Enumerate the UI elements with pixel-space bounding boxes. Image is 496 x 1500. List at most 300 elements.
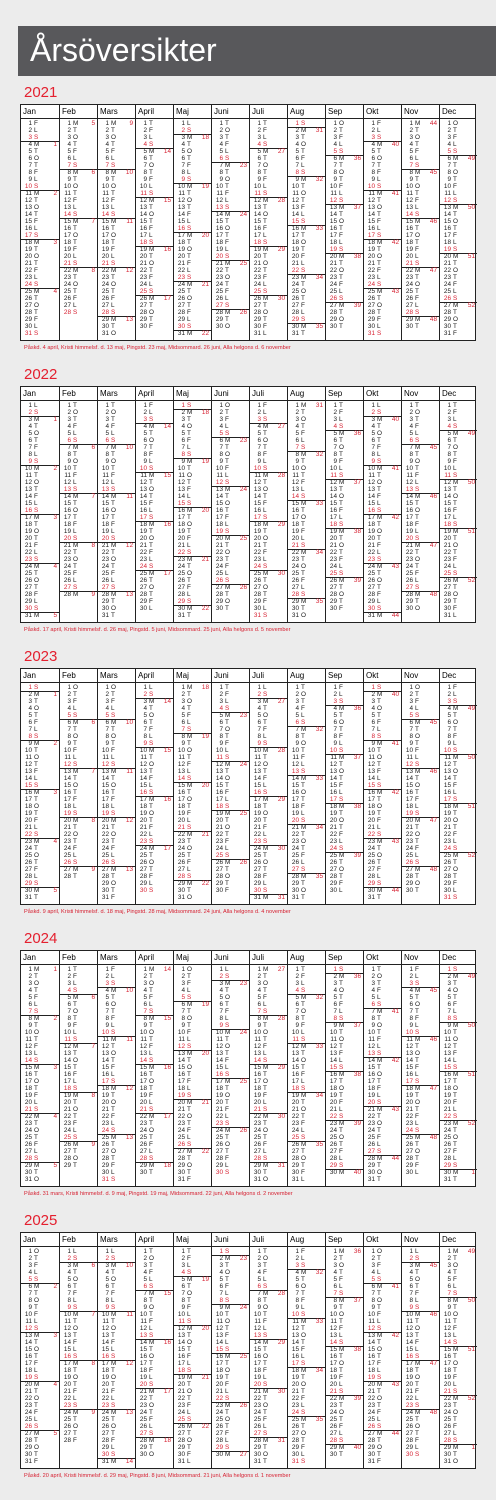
- day-cell: [440, 761, 477, 768]
- day-number: 28: [329, 873, 337, 880]
- day-cell: [440, 733, 477, 740]
- day-number: 24: [291, 281, 299, 288]
- day-number: 14: [329, 493, 337, 500]
- day-number: 17: [215, 1078, 223, 1085]
- day-number: 17: [291, 232, 299, 239]
- day-cell: [250, 1078, 287, 1085]
- day-cell: [288, 1071, 325, 1078]
- weekday-letter: F: [453, 1148, 457, 1155]
- day-cell: [326, 309, 363, 316]
- weekday-letter: M: [377, 288, 383, 295]
- weekday-letter: T: [34, 1071, 38, 1078]
- weekday-letter: L: [111, 973, 115, 980]
- month-header: Dec: [439, 1233, 477, 1246]
- weekday-letter: T: [339, 211, 343, 218]
- day-number: 25: [291, 570, 299, 577]
- day-number: 30: [405, 1169, 413, 1176]
- weekday-letter: S: [34, 684, 39, 691]
- day-cell: [250, 1148, 287, 1155]
- day-number: 28: [367, 591, 375, 598]
- weekday-letter: T: [34, 260, 38, 267]
- week-number: 32: [315, 726, 323, 733]
- weekday-letter: L: [301, 1127, 305, 1134]
- weekday-letter: T: [263, 1120, 267, 1127]
- weekday-letter: T: [415, 563, 419, 570]
- day-cell: [402, 1127, 439, 1134]
- weekday-letter: O: [263, 309, 268, 316]
- day-cell: [440, 1029, 477, 1036]
- day-number: 20: [101, 817, 109, 824]
- day-cell: [60, 966, 97, 973]
- weekday-letter: F: [34, 1092, 38, 1099]
- day-cell: [136, 994, 173, 1001]
- weekday-letter: O: [339, 866, 344, 873]
- day-number: 12: [101, 479, 109, 486]
- day-cell: [288, 556, 325, 563]
- day-number: 23: [253, 838, 261, 845]
- day-number: 21: [405, 824, 413, 831]
- weekday-letter: F: [415, 1015, 419, 1022]
- weekday-letter: L: [34, 1367, 38, 1374]
- day-number: 18: [291, 239, 299, 246]
- week-number: 29: [277, 521, 285, 528]
- day-cell: [212, 528, 249, 535]
- day-number: 8: [333, 1015, 337, 1022]
- day-number: 29: [24, 316, 32, 323]
- day-cell: [60, 211, 97, 218]
- day-number: 15: [329, 218, 337, 225]
- week-number: 3: [53, 1332, 57, 1339]
- day-number: 28: [24, 873, 32, 880]
- day-number: 7: [333, 162, 337, 169]
- day-cell: [364, 148, 401, 155]
- day-cell: [364, 267, 401, 274]
- weekday-letter: T: [187, 612, 191, 619]
- day-number: 11: [102, 190, 109, 197]
- day-number: 31: [101, 1176, 109, 1183]
- weekday-letter: M: [149, 1064, 155, 1071]
- day-number: 27: [24, 866, 32, 873]
- weekday-letter: F: [73, 747, 77, 754]
- day-number: 7: [181, 726, 185, 733]
- day-number: 7: [371, 726, 375, 733]
- weekday-letter: M: [263, 197, 269, 204]
- day-number: 29: [329, 598, 337, 605]
- day-number: 20: [253, 1099, 261, 1106]
- week-number: 43: [391, 563, 399, 570]
- day-number: 24: [177, 281, 185, 288]
- week-number: 51: [467, 1071, 475, 1078]
- day-cell: [440, 260, 477, 267]
- month-column: [325, 965, 363, 1186]
- weekday-letter: O: [187, 1113, 192, 1120]
- day-cell: [212, 1085, 249, 1092]
- day-number: 2: [371, 973, 375, 980]
- day-number: 4: [105, 423, 109, 430]
- day-cell: [326, 423, 363, 430]
- week-number: 45: [429, 444, 437, 451]
- weekday-letter: L: [34, 873, 38, 880]
- day-cell: [60, 127, 97, 134]
- weekday-letter: T: [225, 1001, 229, 1008]
- weekday-letter: F: [301, 528, 305, 535]
- day-number: 13: [24, 1332, 32, 1339]
- day-cell: [212, 316, 249, 323]
- day-number: 29: [101, 880, 109, 887]
- weekday-letter: S: [263, 1008, 268, 1015]
- day-number: 15: [253, 1064, 261, 1071]
- day-number: 16: [329, 507, 337, 514]
- day-cell: [174, 1064, 211, 1071]
- day-cell: [364, 330, 401, 337]
- day-cell: [440, 1015, 477, 1022]
- day-cell: [21, 994, 59, 1001]
- day-number: 22: [405, 831, 413, 838]
- weekday-letter: T: [73, 726, 77, 733]
- day-number: 18: [443, 1085, 451, 1092]
- weekday-letter: M: [415, 817, 421, 824]
- weekday-letter: L: [111, 1022, 115, 1029]
- weekday-letter: O: [415, 1148, 420, 1155]
- weekday-letter: M: [111, 987, 117, 994]
- day-cell: [21, 1169, 59, 1176]
- weekday-letter: T: [301, 845, 305, 852]
- month-header: Sep: [325, 1233, 363, 1246]
- day-cell: [364, 1134, 401, 1141]
- day-cell: [21, 281, 59, 288]
- weekday-letter: F: [301, 852, 305, 859]
- week-number: 4: [53, 838, 57, 845]
- weekday-letter: T: [73, 190, 77, 197]
- day-cell: [21, 260, 59, 267]
- day-number: 8: [67, 169, 71, 176]
- weekday-letter: L: [415, 577, 419, 584]
- week-number: 25: [239, 1078, 247, 1085]
- weekday-letter: T: [111, 225, 115, 232]
- weekday-letter: O: [187, 698, 192, 705]
- day-number: 6: [181, 155, 185, 162]
- day-number: 5: [105, 712, 109, 719]
- day-cell: [60, 190, 97, 197]
- weekday-letter: L: [377, 775, 381, 782]
- day-number: 16: [215, 789, 223, 796]
- day-number: 9: [181, 176, 185, 183]
- day-cell: [364, 733, 401, 740]
- weekday-letter: T: [34, 1022, 38, 1029]
- day-cell: [21, 894, 59, 901]
- week-number: 47: [429, 1085, 437, 1092]
- day-number: 1: [67, 402, 71, 409]
- day-cell: [174, 705, 211, 712]
- day-number: 11: [25, 190, 32, 197]
- day-number: 4: [105, 987, 109, 994]
- day-cell: [60, 831, 97, 838]
- weekday-letter: O: [149, 584, 154, 591]
- day-number: 5: [219, 994, 223, 1001]
- day-number: 29: [367, 316, 375, 323]
- day-number: 30: [101, 323, 109, 330]
- day-number: 30: [215, 887, 223, 894]
- day-number: 15: [63, 500, 71, 507]
- weekday-letter: O: [111, 605, 116, 612]
- weekday-letter: T: [73, 500, 77, 507]
- day-cell: [21, 1085, 59, 1092]
- weekday-letter: O: [149, 761, 154, 768]
- weekday-letter: F: [453, 458, 457, 465]
- month-header: Nov: [401, 105, 439, 118]
- day-number: 11: [330, 472, 337, 479]
- day-cell: [440, 281, 477, 288]
- day-number: 2: [295, 691, 299, 698]
- weekday-letter: T: [339, 500, 343, 507]
- day-cell: [440, 831, 477, 838]
- day-cell: [136, 824, 173, 831]
- weekday-letter: T: [225, 493, 229, 500]
- weekday-letter: T: [377, 472, 381, 479]
- day-number: 2: [447, 691, 451, 698]
- day-cell: [402, 761, 439, 768]
- weekday-letter: T: [187, 691, 191, 698]
- day-cell: [98, 239, 135, 246]
- day-number: 18: [215, 521, 223, 528]
- weekday-letter: O: [149, 1127, 154, 1134]
- weekday-letter: M: [111, 1134, 117, 1141]
- day-number: 24: [24, 563, 32, 570]
- weekday-letter: L: [187, 591, 191, 598]
- day-cell: [174, 845, 211, 852]
- weekday-letter: F: [187, 1176, 191, 1183]
- day-number: 3: [295, 134, 299, 141]
- week-number: 39: [353, 1120, 361, 1127]
- weekday-letter: O: [34, 253, 39, 260]
- weekday-letter: S: [73, 712, 78, 719]
- day-cell: [212, 796, 249, 803]
- day-number: 3: [447, 980, 451, 987]
- day-cell: [250, 402, 287, 409]
- month-column: [173, 965, 211, 1186]
- day-cell: [440, 966, 477, 973]
- day-cell: [440, 225, 477, 232]
- weekday-letter: T: [34, 211, 38, 218]
- weekday-letter: T: [415, 775, 419, 782]
- day-cell: [250, 1092, 287, 1099]
- day-number: 6: [333, 1001, 337, 1008]
- day-cell: [440, 500, 477, 507]
- week-number: 22: [201, 605, 209, 612]
- weekday-letter: S: [339, 1015, 344, 1022]
- weekday-letter: S: [339, 148, 344, 155]
- day-cell: [174, 1057, 211, 1064]
- day-cell: [326, 866, 363, 873]
- weekday-letter: S: [453, 1113, 458, 1120]
- day-number: 30: [215, 323, 223, 330]
- day-number: 28: [101, 591, 109, 598]
- day-cell: [21, 225, 59, 232]
- day-cell: [288, 330, 325, 337]
- weekday-letter: T: [263, 591, 267, 598]
- day-number: 26: [291, 295, 299, 302]
- day-number: 30: [443, 605, 451, 612]
- day-number: 6: [371, 437, 375, 444]
- day-number: 30: [367, 1169, 375, 1176]
- day-number: 26: [215, 295, 223, 302]
- month-header: Dec: [439, 951, 477, 964]
- day-number: 9: [67, 176, 71, 183]
- day-number: 20: [367, 535, 375, 542]
- day-cell: [60, 155, 97, 162]
- day-number: 14: [63, 775, 71, 782]
- weekday-letter: F: [225, 691, 229, 698]
- day-number: 22: [139, 831, 147, 838]
- weekday-letter: M: [453, 479, 459, 486]
- day-cell: [174, 987, 211, 994]
- day-number: 17: [177, 1078, 185, 1085]
- weekday-letter: T: [149, 155, 153, 162]
- day-cell: [21, 712, 59, 719]
- day-number: 25: [101, 852, 109, 859]
- weekday-letter: O: [415, 281, 420, 288]
- weekday-letter: T: [73, 549, 77, 556]
- day-number: 8: [105, 169, 109, 176]
- day-cell: [212, 591, 249, 598]
- day-cell: [136, 1001, 173, 1008]
- day-cell: [136, 260, 173, 267]
- day-number: 2: [257, 973, 261, 980]
- day-cell: [98, 253, 135, 260]
- day-cell: [174, 528, 211, 535]
- day-cell: [21, 973, 59, 980]
- day-number: 2: [105, 409, 109, 416]
- day-number: 19: [177, 810, 185, 817]
- day-number: 21: [63, 260, 71, 267]
- day-number: 4: [333, 987, 337, 994]
- day-number: 25: [24, 288, 32, 295]
- day-number: 10: [215, 1029, 223, 1036]
- day-cell: [60, 197, 97, 204]
- day-number: 17: [139, 1078, 147, 1085]
- weekday-letter: S: [225, 1071, 230, 1078]
- week-number: 13: [125, 1134, 133, 1141]
- week-number: 4: [53, 1113, 57, 1120]
- day-cell: [402, 458, 439, 465]
- day-number: 21: [101, 542, 109, 549]
- day-cell: [326, 500, 363, 507]
- weekday-letter: T: [73, 402, 77, 409]
- week-number: 28: [277, 197, 285, 204]
- day-cell: [440, 584, 477, 591]
- day-number: 23: [215, 556, 223, 563]
- day-number: 2: [295, 973, 299, 980]
- day-cell: [250, 866, 287, 873]
- day-cell: [21, 472, 59, 479]
- day-cell: [136, 1134, 173, 1141]
- weekday-letter: T: [339, 402, 343, 409]
- day-cell: [21, 584, 59, 591]
- weekday-letter: L: [34, 127, 38, 134]
- day-number: 14: [291, 493, 299, 500]
- weekday-letter: F: [111, 845, 115, 852]
- day-cell: [136, 176, 173, 183]
- weekday-letter: M: [377, 740, 383, 747]
- day-number: 25: [24, 852, 32, 859]
- weekday-letter: L: [34, 598, 38, 605]
- weekday-letter: F: [225, 563, 229, 570]
- day-number: 14: [139, 775, 147, 782]
- day-number: 9: [409, 1022, 413, 1029]
- day-number: 24: [139, 1127, 147, 1134]
- day-number: 31: [291, 894, 299, 901]
- day-cell: [440, 127, 477, 134]
- day-number: 15: [367, 500, 375, 507]
- week-number: 18: [201, 134, 209, 141]
- day-number: 11: [330, 1036, 337, 1043]
- weekday-letter: L: [73, 1078, 77, 1085]
- day-number: 31: [443, 330, 451, 337]
- weekday-letter: T: [225, 733, 229, 740]
- day-number: 7: [257, 162, 261, 169]
- day-number: 19: [177, 528, 185, 535]
- day-cell: [21, 1360, 59, 1367]
- weekday-letter: F: [225, 514, 229, 521]
- week-number: 26: [239, 584, 247, 591]
- weekday-letter: O: [187, 796, 192, 803]
- weekday-letter: O: [111, 556, 116, 563]
- day-cell: [440, 514, 477, 521]
- weekday-letter: T: [111, 465, 115, 472]
- week-number: 12: [125, 542, 133, 549]
- day-number: 24: [177, 845, 185, 852]
- weekday-letter: T: [377, 796, 381, 803]
- weekday-letter: S: [34, 605, 39, 612]
- day-number: 11: [292, 1036, 299, 1043]
- weekday-letter: O: [453, 316, 458, 323]
- day-number: 22: [443, 1113, 451, 1120]
- day-number: 16: [24, 225, 32, 232]
- day-cell: [250, 204, 287, 211]
- day-cell: [136, 218, 173, 225]
- day-number: 18: [291, 803, 299, 810]
- weekday-letter: O: [187, 845, 192, 852]
- day-cell: [288, 141, 325, 148]
- day-cell: [440, 416, 477, 423]
- day-number: 2: [181, 409, 185, 416]
- day-number: 24: [291, 1127, 299, 1134]
- weekday-letter: M: [34, 190, 40, 197]
- day-number: 13: [139, 1050, 147, 1057]
- day-number: 14: [291, 211, 299, 218]
- weekday-letter: T: [339, 274, 343, 281]
- weekday-letter: T: [263, 705, 267, 712]
- weekday-letter: L: [225, 1113, 229, 1120]
- day-number: 1: [181, 966, 185, 973]
- day-cell: [326, 323, 363, 330]
- weekday-letter: T: [149, 987, 153, 994]
- day-number: 19: [329, 528, 337, 535]
- day-number: 13: [139, 486, 147, 493]
- weekday-letter: S: [111, 437, 116, 444]
- day-number: 13: [253, 768, 261, 775]
- day-cell: [250, 719, 287, 726]
- day-number: 17: [291, 1078, 299, 1085]
- day-number: 14: [329, 775, 337, 782]
- weekday-letter: L: [225, 1064, 229, 1071]
- day-cell: [440, 838, 477, 845]
- weekday-letter: O: [339, 169, 344, 176]
- day-number: 24: [367, 1127, 375, 1134]
- day-cell: [364, 423, 401, 430]
- day-cell: [288, 486, 325, 493]
- weekday-letter: T: [377, 260, 381, 267]
